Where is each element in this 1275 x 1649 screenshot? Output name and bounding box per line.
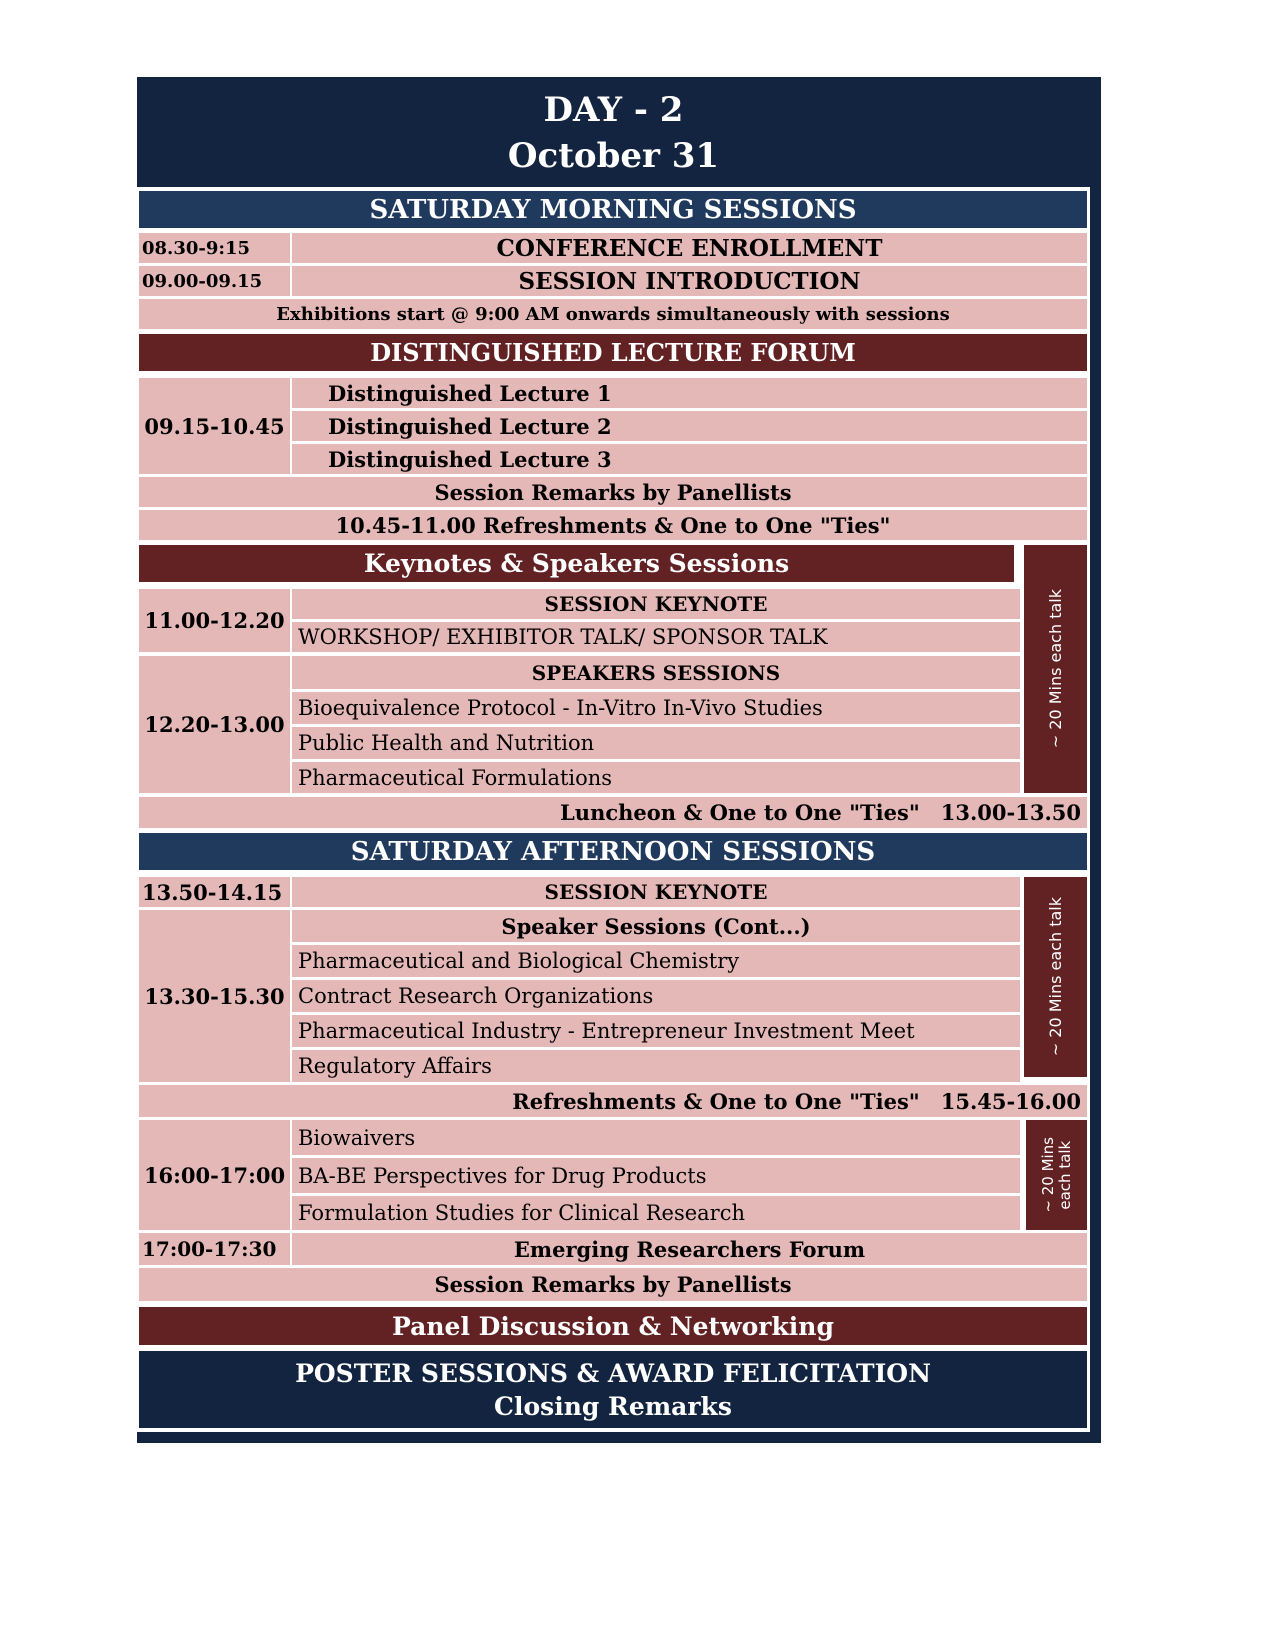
afternoon-keynote-time: 13.50-14.15 [139,877,290,907]
poster-sessions-title: POSTER SESSIONS & AWARD FELICITATION [295,1358,931,1388]
keynotes-header: Keynotes & Speakers Sessions [139,545,1014,582]
afternoon-refreshments-time: 15.45-16.00 [940,1088,1081,1114]
keynote-block-heading: SESSION KEYNOTE [292,589,1020,619]
late-session-time: 16:00-17:00 [139,1120,290,1230]
afternoon-keynote-label: SESSION KEYNOTE [292,877,1020,907]
speakers-block-heading: SPEAKERS SESSIONS [292,656,1020,689]
side-note-text: ~ 20 Mins each talk [1038,1137,1074,1213]
speakers-block-item: Bioequivalence Protocol - In-Vitro In-Vivo Studies [292,692,1020,724]
introduction-time: 09.00-09.15 [139,266,290,296]
forum-time: 17:00-17:30 [139,1233,290,1265]
late-session-item: Biowaivers [292,1120,1020,1155]
lecture-remarks: Session Remarks by Panellists [139,477,1087,507]
date-title: October 31 [507,136,720,176]
afternoon-refreshments-label: Refreshments & One to One "Ties" [512,1088,920,1114]
morning-sessions-header: SATURDAY MORNING SESSIONS [139,191,1087,228]
lecture-item: Distinguished Lecture 3 [292,444,1087,474]
lecture-item: Distinguished Lecture 1 [292,378,1087,408]
day-title: DAY - 2 [543,90,684,130]
luncheon-label: Luncheon & One to One "Ties" [560,800,920,825]
side-note-text: ~ 20 Mins each talk [1046,897,1065,1057]
keynotes-side-note [1024,545,1087,793]
afternoon-sessions-header: SATURDAY AFTERNOON SESSIONS [139,833,1087,870]
poster-closing-banner [139,1351,1087,1428]
forum-label: Emerging Researchers Forum [292,1233,1087,1265]
exhibitions-note: Exhibitions start @ 9:00 AM onwards simultaneously with sessions [139,299,1087,329]
late-session-item: Formulation Studies for Clinical Research [292,1196,1020,1230]
late-side-note [1026,1120,1087,1230]
late-session-item: BA-BE Perspectives for Drug Products [292,1158,1020,1193]
lecture-refreshments: 10.45-11.00 Refreshments & One to One "Ties" [139,510,1087,540]
afternoon-speakers-item: Regulatory Affairs [292,1050,1020,1082]
keynote-block-time: 11.00-12.20 [139,589,290,652]
afternoon-speakers-item: Pharmaceutical and Biological Chemistry [292,945,1020,977]
afternoon-speakers-heading: Speaker Sessions (Cont...) [292,910,1020,942]
afternoon-speakers-item: Pharmaceutical Industry - Entrepreneur Investment Meet [292,1015,1020,1047]
enrollment-label: CONFERENCE ENROLLMENT [292,233,1087,263]
side-note-text: ~ 20 Mins each talk [1046,589,1065,749]
afternoon-side-note [1024,877,1087,1077]
lecture-forum-time: 09.15-10.45 [139,378,290,474]
enrollment-time: 08.30-9:15 [139,233,290,263]
lecture-forum-header: DISTINGUISHED LECTURE FORUM [139,334,1087,371]
luncheon-row [139,797,1087,828]
luncheon-time: 13.00-13.50 [940,800,1081,825]
keynote-block-item: WORKSHOP/ EXHIBITOR TALK/ SPONSOR TALK [292,622,1020,652]
speakers-block-item: Public Health and Nutrition [292,727,1020,759]
introduction-label: SESSION INTRODUCTION [292,266,1087,296]
afternoon-speakers-time: 13.30-15.30 [139,910,290,1082]
panel-discussion-banner: Panel Discussion & Networking [139,1307,1087,1345]
speakers-block-item: Pharmaceutical Formulations [292,762,1020,793]
afternoon-speakers-item: Contract Research Organizations [292,980,1020,1012]
lecture-item: Distinguished Lecture 2 [292,411,1087,441]
speakers-block-time: 12.20-13.00 [139,656,290,793]
closing-remarks-title: Closing Remarks [494,1391,732,1421]
afternoon-refreshments-row [139,1085,1087,1117]
afternoon-remarks: Session Remarks by Panellists [139,1268,1087,1301]
